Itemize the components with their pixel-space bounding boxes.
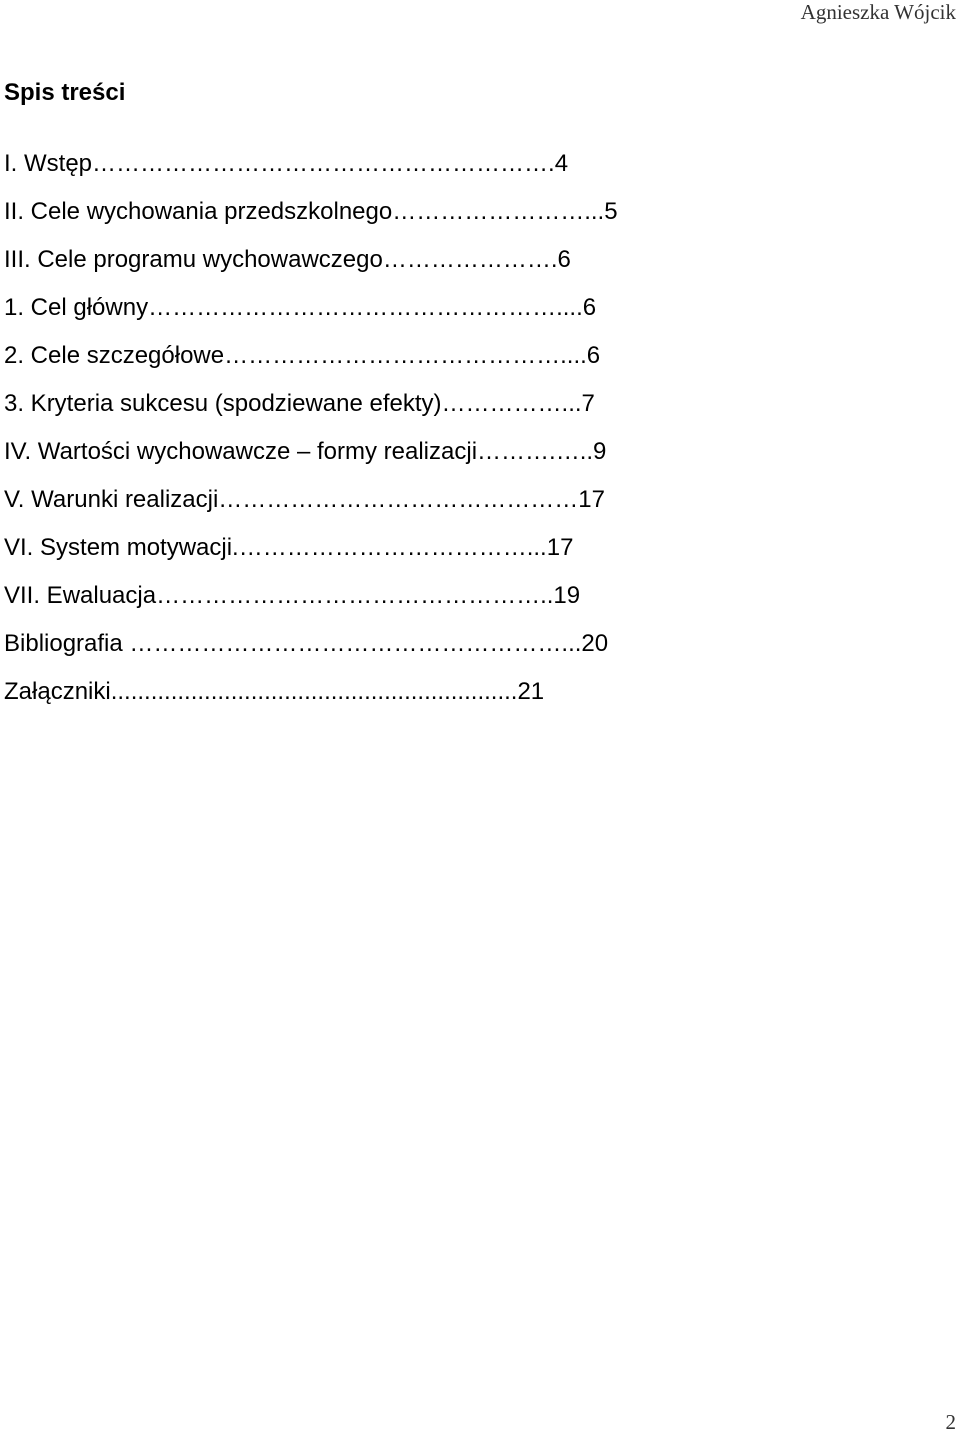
toc-entry-cel-glowny: 1. Cel główny……………………………………………....6 (4, 294, 597, 321)
toc-title: Spis treści (4, 79, 126, 106)
toc-entry-wartosci-wychowawcze: IV. Wartości wychowawcze – formy realizacji……….…..9 (4, 438, 607, 465)
toc-entry-wstep: I. Wstęp………………………………………………….4 (4, 150, 569, 177)
toc-entry-cele-wychowania: II. Cele wychowania przedszkolnego……………………...5 (4, 198, 618, 225)
toc-entry-zalaczniki: Załączniki.............................................................21 (4, 678, 545, 705)
toc-entry-kryteria-sukcesu: 3. Kryteria sukcesu (spodziewane efekty)……………...7 (4, 390, 595, 417)
table-of-contents (4, 76, 764, 716)
toc-entry-cele-programu: III. Cele programu wychowawczego………………….6 (4, 246, 571, 273)
toc-entry-warunki-realizacji: V. Warunki realizacji………………………………………17 (4, 486, 605, 513)
toc-entry-bibliografia: Bibliografia ………………………………………………...20 (4, 630, 609, 657)
page-number: 2 (945, 1410, 956, 1434)
toc-entry-system-motywacji: VI. System motywacji.………………………………...17 (4, 534, 574, 561)
toc-entry-ewaluacja: VII. Ewaluacja…………………………………………..19 (4, 582, 581, 609)
toc-list (4, 140, 764, 716)
toc-entry-cele-szczegolowe: 2. Cele szczegółowe……………………………………....6 (4, 342, 601, 369)
page-header-author: Agnieszka Wójcik (800, 0, 956, 24)
